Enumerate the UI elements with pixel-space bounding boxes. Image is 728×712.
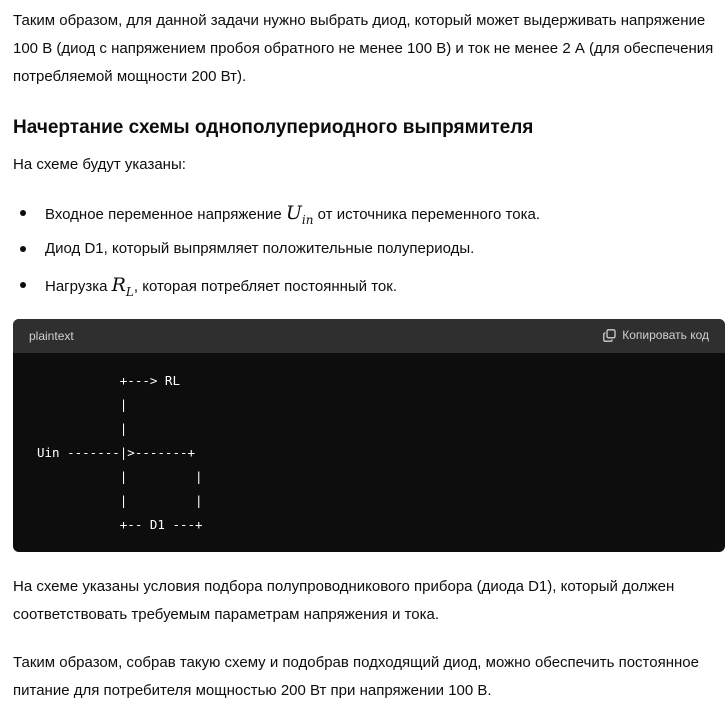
paragraph-conclusion: Таким образом, собрав такую схему и подобрав подходящий диод, можно обеспечить постоянное питание для потребителя мощностью 200 Вт при напряжении 100 В. — [13, 654, 699, 699]
list-item — [13, 199, 713, 227]
section-heading: Начертание схемы однополупериодного выпрямителя — [13, 117, 534, 138]
bullet-dot-icon — [20, 282, 26, 288]
code-header — [13, 319, 725, 353]
bullet-dot-icon — [20, 246, 26, 252]
math-uin: $U_{in}$ — [285, 202, 314, 227]
code-content: +---> RL | | Uin -------|>-------+ | | | | +-- D1 ---+ — [37, 373, 203, 532]
copy-icon — [603, 329, 616, 342]
math-rl: $R_L$ — [111, 274, 134, 299]
paragraph-scheme-conditions: На схеме указаны условия подбора полупроводникового прибора (диода D1), который должен соответствовать требуемым параметрам напряжения и тока. — [13, 578, 675, 623]
code-block — [13, 319, 725, 552]
paragraph-diode-selection: Таким образом, для данной задачи нужно выбрать диод, который может выдерживать напряжение 100 В (диод с напряжением пробоя обратного не менее 100 В) и ток не менее 2 А (для обеспечения потребляемой мощности 200 Вт). — [13, 12, 714, 85]
list-item — [13, 235, 713, 263]
list-item-text: Диод D1, который выпрямляет положительные полупериоды. — [45, 240, 475, 257]
bullet-dot-icon — [20, 210, 26, 216]
code-language-label: plaintext — [29, 329, 74, 343]
copy-code-label: Копировать код — [622, 328, 709, 342]
copy-code-button[interactable] — [603, 328, 709, 342]
paragraph-scheme-intro: На схеме будут указаны: — [13, 156, 186, 173]
list-item-text: Нагрузка $R_L$, которая потребляет постоянный ток. — [45, 274, 397, 299]
list-item-text: Входное переменное напряжение $U_{in}$ от источника переменного тока. — [45, 202, 540, 227]
list-item — [13, 271, 713, 299]
